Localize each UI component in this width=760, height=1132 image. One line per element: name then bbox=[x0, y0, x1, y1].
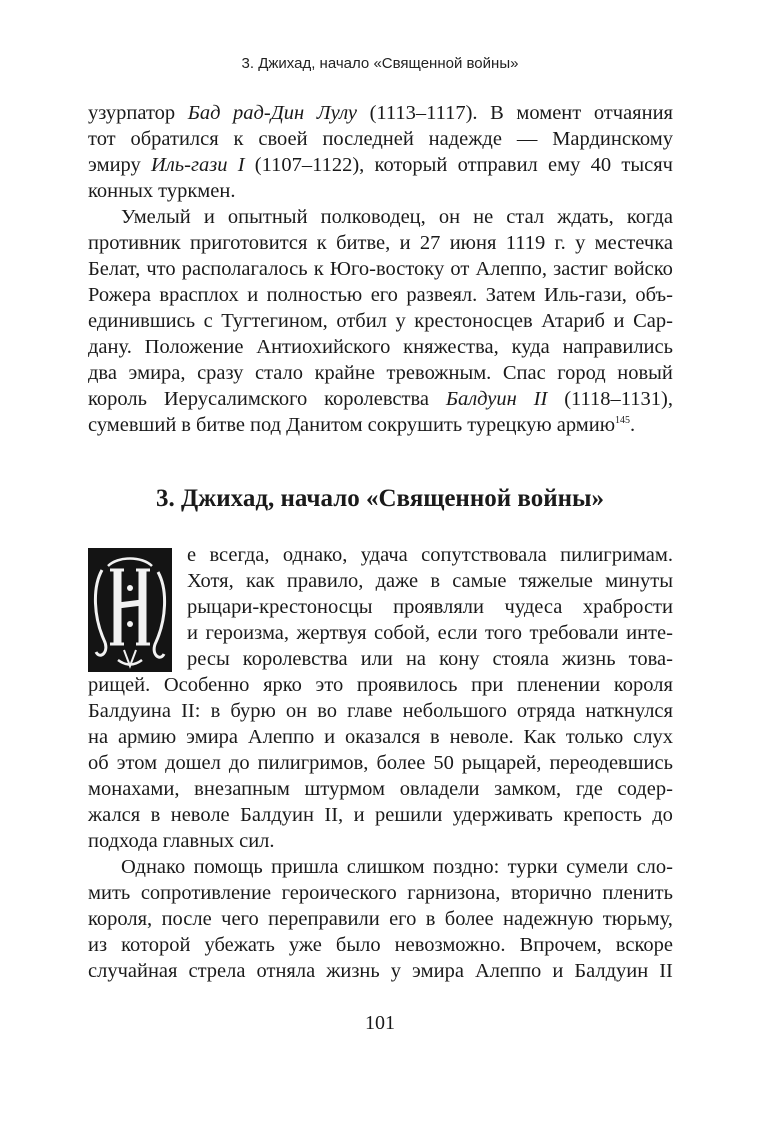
word: у bbox=[390, 960, 402, 982]
word: Юго-востоку bbox=[329, 258, 445, 280]
word: королевства bbox=[242, 648, 348, 670]
paragraph-2 bbox=[88, 204, 673, 438]
word: Атариб bbox=[541, 310, 605, 332]
word: поздно: bbox=[432, 856, 500, 878]
word: при bbox=[471, 674, 504, 696]
word: небольшого bbox=[402, 700, 507, 722]
word: помощь bbox=[193, 856, 263, 878]
text-line bbox=[88, 152, 673, 178]
word: Как bbox=[523, 726, 556, 748]
ornate-initial-letter-icon bbox=[88, 548, 172, 672]
word: Алеппо bbox=[247, 726, 315, 748]
text-line bbox=[88, 828, 673, 854]
text-line bbox=[88, 880, 673, 906]
text-line bbox=[88, 308, 673, 334]
word: ему bbox=[548, 154, 581, 176]
word: жизнь bbox=[562, 648, 616, 670]
text-line bbox=[88, 100, 673, 126]
text-line bbox=[187, 542, 673, 568]
word: его bbox=[370, 284, 398, 306]
word: чего bbox=[221, 908, 259, 930]
word: г. bbox=[554, 232, 566, 254]
word: об bbox=[88, 752, 109, 774]
text-line bbox=[88, 204, 673, 230]
word: Однако bbox=[121, 856, 186, 878]
word: отчаяния bbox=[593, 102, 673, 124]
text-line bbox=[88, 178, 673, 204]
word: переодевшись bbox=[549, 752, 673, 774]
word: II, bbox=[324, 804, 344, 826]
text-line bbox=[88, 386, 673, 412]
word: было bbox=[335, 934, 381, 956]
word: этом bbox=[116, 752, 158, 774]
word: надежную bbox=[503, 908, 594, 930]
word: отняла bbox=[256, 960, 316, 982]
word: приготовится bbox=[190, 232, 308, 254]
word: II bbox=[533, 388, 548, 410]
word: главных bbox=[162, 830, 235, 852]
word: внезапным bbox=[194, 778, 290, 800]
word: новый bbox=[617, 362, 673, 384]
word: своей bbox=[258, 128, 308, 150]
paragraph-1 bbox=[88, 100, 673, 204]
word: Лулу bbox=[316, 102, 357, 124]
word: войско bbox=[613, 258, 673, 280]
word: на bbox=[405, 648, 427, 670]
footnote-ref: 145 bbox=[615, 415, 631, 427]
word: тот bbox=[88, 128, 116, 150]
word: случайная bbox=[88, 960, 178, 982]
word: узурпатор bbox=[88, 102, 176, 124]
word: рищей. bbox=[88, 674, 151, 696]
word: неволе bbox=[170, 804, 230, 826]
word: Иль-гази, bbox=[544, 284, 627, 306]
word: — bbox=[516, 128, 538, 150]
word: противник bbox=[88, 232, 181, 254]
word: рыцарей, bbox=[461, 752, 542, 774]
word: из bbox=[88, 934, 108, 956]
word: оказался bbox=[344, 726, 421, 748]
word: отряда bbox=[516, 700, 576, 722]
word: развеял. bbox=[406, 284, 478, 306]
word: подхода bbox=[88, 830, 158, 852]
word: в bbox=[210, 700, 221, 722]
word: у bbox=[575, 232, 586, 254]
word: минуты bbox=[605, 570, 673, 592]
word: 40 bbox=[590, 154, 612, 176]
word: который bbox=[374, 154, 448, 176]
text-line bbox=[88, 802, 673, 828]
word: дошел bbox=[165, 752, 221, 774]
word: Затем bbox=[485, 284, 536, 306]
word: княжества, bbox=[403, 336, 499, 358]
word: инте- bbox=[626, 622, 673, 644]
paragraph-4 bbox=[88, 854, 673, 984]
word: решили bbox=[375, 804, 443, 826]
word: бурю bbox=[230, 700, 276, 722]
text-line bbox=[88, 958, 673, 984]
word: героизма, bbox=[205, 622, 290, 644]
word: крестоносцев bbox=[414, 310, 533, 332]
word: армию$^{145}$. bbox=[556, 414, 636, 436]
word: собой, bbox=[374, 622, 431, 644]
word: слух bbox=[633, 726, 673, 748]
word: в bbox=[181, 414, 191, 436]
word: тревожным. bbox=[386, 362, 492, 384]
word: 27 bbox=[419, 232, 441, 254]
text-line bbox=[88, 256, 673, 282]
word: момент bbox=[516, 102, 582, 124]
word: убежать bbox=[204, 934, 275, 956]
word: Алеппо bbox=[474, 960, 542, 982]
word: сло- bbox=[636, 856, 673, 878]
word: и bbox=[187, 622, 198, 644]
section-heading: 3. Джихад, начало «Священной войны» bbox=[155, 485, 605, 512]
word: Бад bbox=[187, 102, 221, 124]
word: короля, bbox=[88, 908, 153, 930]
text-line bbox=[88, 776, 673, 802]
word: наткнулся bbox=[585, 700, 673, 722]
word: ярко bbox=[263, 674, 302, 696]
word: Иерусалимского bbox=[163, 388, 308, 410]
text-line bbox=[88, 360, 673, 386]
word: сразу bbox=[197, 362, 244, 384]
word: (1107–1122), bbox=[254, 154, 365, 176]
word: в bbox=[425, 908, 436, 930]
word: и bbox=[247, 284, 259, 306]
text-line bbox=[88, 334, 673, 360]
word: надежде bbox=[428, 128, 502, 150]
word: более bbox=[376, 752, 426, 774]
word: тяжелые bbox=[518, 570, 593, 592]
word: что bbox=[146, 258, 176, 280]
word: он bbox=[285, 700, 308, 722]
word: слишком bbox=[346, 856, 425, 878]
word: и bbox=[324, 726, 336, 748]
word: чудеса bbox=[504, 596, 563, 618]
word: только bbox=[565, 726, 624, 748]
text-line bbox=[88, 698, 673, 724]
word: стал bbox=[506, 206, 545, 228]
word: Иль-гази bbox=[151, 154, 228, 176]
word: король bbox=[88, 388, 147, 410]
word: направились bbox=[562, 336, 673, 358]
word: сумевший bbox=[88, 414, 177, 436]
word: вторично bbox=[510, 882, 592, 904]
word: располагалось bbox=[181, 258, 308, 280]
word: объ- bbox=[635, 284, 673, 306]
word: Балдуин bbox=[445, 388, 517, 410]
word: ждать, bbox=[557, 206, 614, 228]
word: когда bbox=[626, 206, 673, 228]
word: эмира bbox=[412, 960, 464, 982]
word: битве, bbox=[336, 232, 391, 254]
word: мить bbox=[88, 882, 131, 904]
text-line bbox=[88, 282, 673, 308]
word: битве bbox=[195, 414, 246, 436]
text-line bbox=[187, 568, 673, 594]
word: его bbox=[389, 908, 417, 930]
text-line bbox=[88, 412, 673, 438]
word: кону bbox=[439, 648, 480, 670]
word: короля bbox=[613, 674, 673, 696]
word: Сар- bbox=[633, 310, 673, 332]
word: до bbox=[652, 804, 673, 826]
word: и bbox=[552, 960, 564, 982]
word: пленении bbox=[516, 674, 601, 696]
text-line bbox=[88, 230, 673, 256]
word: пленить bbox=[602, 882, 673, 904]
word: переправили bbox=[268, 908, 380, 930]
word: не bbox=[473, 206, 494, 228]
word: невозможно. bbox=[394, 934, 506, 956]
word: главе bbox=[347, 700, 393, 722]
word: к bbox=[316, 232, 327, 254]
word: последней bbox=[322, 128, 414, 150]
word: (1113–1117). bbox=[369, 102, 478, 124]
text-line bbox=[187, 646, 673, 672]
word: под bbox=[250, 414, 282, 436]
word: застиг bbox=[553, 258, 608, 280]
word: II bbox=[659, 960, 673, 982]
word: туркмен. bbox=[158, 180, 236, 202]
word: вскоре bbox=[615, 934, 673, 956]
text-line bbox=[187, 594, 673, 620]
word: Данитом bbox=[286, 414, 363, 436]
word: сопутствовала bbox=[421, 544, 547, 566]
text-line bbox=[88, 724, 673, 750]
word: Балдуина bbox=[88, 700, 172, 722]
word: замком, bbox=[494, 778, 562, 800]
word: конных bbox=[88, 180, 154, 202]
word: Спас bbox=[502, 362, 546, 384]
word: 50 bbox=[433, 752, 454, 774]
word: и bbox=[613, 310, 625, 332]
word: Балдуин bbox=[240, 804, 314, 826]
text-line bbox=[187, 620, 673, 646]
word: В bbox=[490, 102, 504, 124]
word: крайне bbox=[314, 362, 375, 384]
word: полководец, bbox=[320, 206, 426, 228]
word: в bbox=[150, 804, 161, 826]
word: обратился bbox=[130, 128, 219, 150]
word: уже bbox=[288, 934, 322, 956]
word: содер- bbox=[617, 778, 673, 800]
word: стояла bbox=[492, 648, 549, 670]
word: это bbox=[315, 674, 344, 696]
word: самые bbox=[452, 570, 507, 592]
text-line bbox=[88, 906, 673, 932]
paragraph-3-wrapped bbox=[187, 542, 673, 672]
text-line bbox=[88, 932, 673, 958]
word: и bbox=[353, 804, 365, 826]
word: отправил bbox=[457, 154, 538, 176]
word: во bbox=[317, 700, 338, 722]
word: това- bbox=[628, 648, 673, 670]
word: город bbox=[557, 362, 606, 384]
word: врасплох bbox=[159, 284, 239, 306]
word: местечка bbox=[594, 232, 673, 254]
word: стрела bbox=[188, 960, 246, 982]
word: полностью bbox=[266, 284, 363, 306]
dropcap-graphic bbox=[88, 548, 172, 672]
word: турки bbox=[507, 856, 558, 878]
word: удерживать bbox=[452, 804, 553, 826]
word: отбил bbox=[336, 310, 387, 332]
word: овладели bbox=[399, 778, 480, 800]
word: (1118–1131), bbox=[564, 388, 673, 410]
word: Положение bbox=[144, 336, 244, 358]
word: единившись bbox=[88, 310, 196, 332]
word: куда bbox=[511, 336, 550, 358]
word: ресы bbox=[187, 648, 230, 670]
word: в bbox=[430, 570, 441, 592]
word: в bbox=[430, 726, 440, 748]
word: турецкую bbox=[467, 414, 552, 436]
word: пришла bbox=[271, 856, 339, 878]
word: Балдуин bbox=[574, 960, 649, 982]
word: е bbox=[187, 544, 197, 566]
word: сил. bbox=[239, 830, 275, 852]
text-line bbox=[88, 750, 673, 776]
word: которой bbox=[121, 934, 191, 956]
word: дану. bbox=[88, 336, 132, 358]
word: I bbox=[237, 154, 245, 176]
word: неволе. bbox=[449, 726, 514, 748]
word: Тугтегином, bbox=[221, 310, 328, 332]
word: эмира, bbox=[128, 362, 186, 384]
word: даже bbox=[375, 570, 419, 592]
word: эмиру bbox=[88, 154, 141, 176]
word: после bbox=[161, 908, 212, 930]
word: и bbox=[203, 206, 215, 228]
text-line bbox=[88, 672, 673, 698]
word: монахами, bbox=[88, 778, 180, 800]
page-number: 101 bbox=[365, 1012, 395, 1034]
word: жался bbox=[88, 804, 141, 826]
word: всегда, bbox=[209, 544, 270, 566]
word: от bbox=[450, 258, 470, 280]
word: армию bbox=[117, 726, 177, 748]
word: королевства bbox=[324, 388, 429, 410]
word: тысяч bbox=[621, 154, 673, 176]
word: как bbox=[245, 570, 275, 592]
word: эмира bbox=[186, 726, 239, 748]
word: до bbox=[228, 752, 250, 774]
running-header: 3. Джихад, начало «Священной войны» bbox=[241, 55, 519, 72]
word: более bbox=[444, 908, 494, 930]
word: рыцари-крестоносцы bbox=[187, 596, 373, 618]
word: с bbox=[203, 310, 213, 332]
word: штурмом bbox=[304, 778, 385, 800]
word: Белат, bbox=[88, 258, 141, 280]
word: июня bbox=[449, 232, 497, 254]
word: на bbox=[88, 726, 109, 748]
word: II: bbox=[181, 700, 201, 722]
word: Хотя, bbox=[187, 570, 234, 592]
word: Впрочем, bbox=[519, 934, 602, 956]
word: пилигримов, bbox=[257, 752, 369, 774]
word: и bbox=[399, 232, 411, 254]
word: Умелый bbox=[121, 206, 191, 228]
word: Алеппо, bbox=[475, 258, 547, 280]
word: стало bbox=[254, 362, 304, 384]
word: сопротивление bbox=[140, 882, 272, 904]
word: опытный bbox=[227, 206, 308, 228]
word: героического bbox=[281, 882, 397, 904]
word: требовали bbox=[529, 622, 619, 644]
word: проявляли bbox=[393, 596, 484, 618]
word: к bbox=[233, 128, 244, 150]
word: или bbox=[360, 648, 393, 670]
word: тюрьму, bbox=[602, 908, 673, 930]
word: правило, bbox=[286, 570, 364, 592]
word: сумели bbox=[566, 856, 629, 878]
text-line bbox=[88, 854, 673, 880]
word: Особенно bbox=[163, 674, 250, 696]
text-line bbox=[88, 126, 673, 152]
word: Рожера bbox=[88, 284, 151, 306]
word: того bbox=[484, 622, 523, 644]
word: он bbox=[438, 206, 461, 228]
paragraph-3 bbox=[88, 672, 673, 854]
word: два bbox=[88, 362, 117, 384]
word: крепость bbox=[563, 804, 642, 826]
word: проявилось bbox=[356, 674, 458, 696]
word: удача bbox=[360, 544, 408, 566]
word: жертвуя bbox=[296, 622, 367, 644]
word: если bbox=[437, 622, 478, 644]
word: гарнизона, bbox=[407, 882, 501, 904]
word: однако, bbox=[282, 544, 348, 566]
word: сокрушить bbox=[367, 414, 463, 436]
word: рад-Дин bbox=[233, 102, 305, 124]
word: Мардинскому bbox=[552, 128, 673, 150]
word: где bbox=[575, 778, 603, 800]
word: жизнь bbox=[326, 960, 380, 982]
word: у bbox=[395, 310, 406, 332]
word: 1119 bbox=[505, 232, 546, 254]
word: Антиохийского bbox=[256, 336, 391, 358]
word: к bbox=[313, 258, 324, 280]
word: пилигримам. bbox=[560, 544, 673, 566]
word: храбрости bbox=[582, 596, 673, 618]
